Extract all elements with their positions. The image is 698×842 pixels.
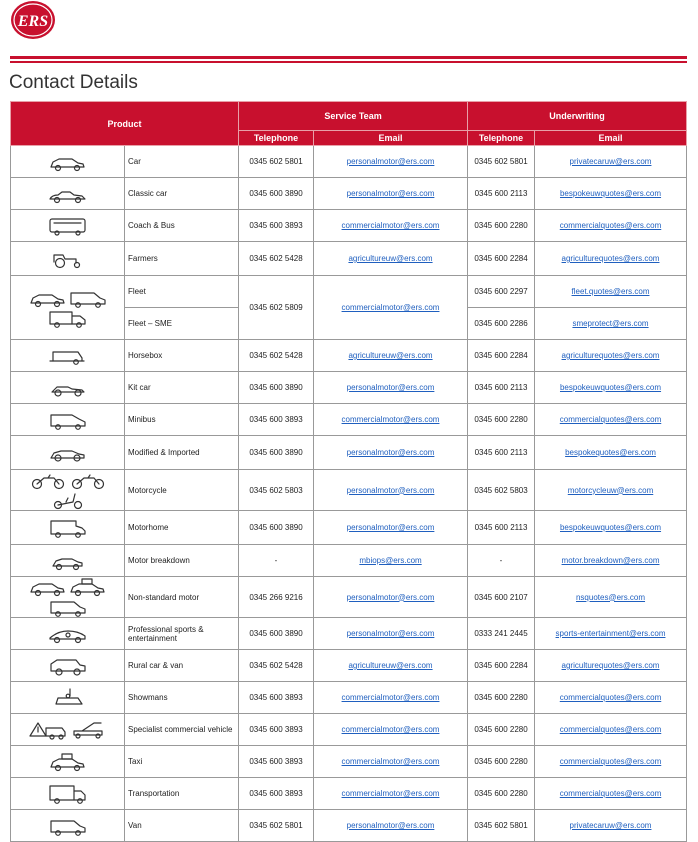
- product-icons: [11, 511, 125, 545]
- product-icons: [11, 146, 125, 178]
- underwriting-email-cell: [535, 618, 687, 650]
- service-email-cell: [314, 682, 468, 714]
- service-telephone: 0345 600 3890: [239, 372, 314, 404]
- header-underwriting-email: Email: [535, 131, 687, 146]
- service-email-link[interactable]: commercialmotor@ers.com: [341, 303, 440, 312]
- service-telephone: 0345 602 5428: [239, 340, 314, 372]
- underwriting-telephone: 0345 600 2286: [468, 308, 535, 340]
- ers-logo: [10, 0, 56, 40]
- underwriting-email-link[interactable]: agriculturequotes@ers.com: [561, 351, 660, 360]
- service-email-cell: [314, 470, 468, 511]
- service-email-link[interactable]: personalmotor@ers.com: [346, 383, 435, 392]
- product-icons: [11, 545, 125, 577]
- underwriting-email-link[interactable]: commercialquotes@ers.com: [559, 757, 662, 766]
- underwriting-telephone: 0345 600 2113: [468, 511, 535, 545]
- header-service-email: Email: [314, 131, 468, 146]
- service-email-link[interactable]: agricultureuw@ers.com: [348, 661, 433, 670]
- product-icons: [11, 746, 125, 778]
- table-row: [11, 778, 687, 810]
- underwriting-email-cell: [535, 577, 687, 618]
- underwriting-email-cell: [535, 714, 687, 746]
- underwriting-telephone: 0345 600 2284: [468, 340, 535, 372]
- table-row: [11, 746, 687, 778]
- service-telephone: 0345 600 3890: [239, 511, 314, 545]
- service-email-link[interactable]: commercialmotor@ers.com: [341, 415, 440, 424]
- service-email-cell: [314, 545, 468, 577]
- product-name: Kit car: [125, 372, 239, 404]
- product-icons: [11, 618, 125, 650]
- service-email-link[interactable]: commercialmotor@ers.com: [341, 693, 440, 702]
- table-row: [11, 618, 687, 650]
- underwriting-email-link[interactable]: fleet.quotes@ers.com: [571, 287, 650, 296]
- service-telephone: 0345 600 3890: [239, 178, 314, 210]
- underwriting-email-link[interactable]: sports-entertainment@ers.com: [555, 629, 666, 638]
- service-email-link[interactable]: commercialmotor@ers.com: [341, 789, 440, 798]
- underwriting-email-link[interactable]: privatecaruw@ers.com: [569, 157, 652, 166]
- breakdown-car-icon: [48, 551, 88, 571]
- underwriting-email-cell: [535, 404, 687, 436]
- service-telephone: 0345 602 5809: [239, 276, 314, 340]
- service-email-cell: [314, 242, 468, 276]
- product-icons: [11, 210, 125, 242]
- underwriting-email-link[interactable]: smeprotect@ers.com: [572, 319, 649, 328]
- product-icons: [11, 714, 125, 746]
- taxi-icon: [68, 577, 108, 597]
- underwriting-email-link[interactable]: bespokequotes@ers.com: [565, 448, 656, 457]
- product-icons: [11, 650, 125, 682]
- underwriting-email-link[interactable]: commercialquotes@ers.com: [559, 415, 662, 424]
- service-email-link[interactable]: personalmotor@ers.com: [346, 821, 435, 830]
- motorhome-icon: [48, 518, 88, 538]
- service-telephone: 0345 600 3893: [239, 714, 314, 746]
- underwriting-email-cell: [535, 146, 687, 178]
- dodgem-icon: [48, 688, 88, 708]
- service-email-link[interactable]: commercialmotor@ers.com: [341, 221, 440, 230]
- service-telephone: 0345 602 5428: [239, 650, 314, 682]
- service-telephone: 0345 266 9216: [239, 577, 314, 618]
- underwriting-email-link[interactable]: nsquotes@ers.com: [575, 592, 646, 602]
- service-email-cell: [314, 746, 468, 778]
- underwriting-telephone: 0345 602 5801: [468, 146, 535, 178]
- service-email-link[interactable]: personalmotor@ers.com: [346, 523, 435, 532]
- table-row: [11, 682, 687, 714]
- underwriting-email-cell: [535, 210, 687, 242]
- product-name: Fleet – SME: [125, 308, 239, 340]
- service-email-cell: [314, 276, 468, 340]
- product-name: Transportation: [125, 778, 239, 810]
- horsebox-icon: [48, 346, 88, 366]
- table-row: [11, 545, 687, 577]
- product-name: Modified & Imported: [125, 436, 239, 470]
- service-email-link[interactable]: agricultureuw@ers.com: [348, 351, 433, 360]
- underwriting-telephone: 0345 600 2280: [468, 404, 535, 436]
- minibus-icon: [48, 410, 88, 430]
- service-email-link[interactable]: personalmotor@ers.com: [346, 485, 435, 495]
- underwriting-telephone: 0345 602 5803: [468, 470, 535, 511]
- product-icons: [11, 577, 125, 618]
- underwriting-telephone: 0345 600 2280: [468, 682, 535, 714]
- underwriting-email-link[interactable]: commercialquotes@ers.com: [559, 789, 662, 798]
- underwriting-email-cell: [535, 511, 687, 545]
- product-name: Motor breakdown: [125, 545, 239, 577]
- underwriting-email-cell: [535, 372, 687, 404]
- product-icons: [11, 340, 125, 372]
- van-icon: [48, 816, 88, 836]
- taxi-icon: [48, 752, 88, 772]
- table-row: [11, 372, 687, 404]
- underwriting-email-link[interactable]: commercialquotes@ers.com: [559, 725, 662, 734]
- header-rule-top: [10, 56, 687, 59]
- scooter-icon: [48, 490, 88, 510]
- underwriting-telephone: 0345 600 2284: [468, 242, 535, 276]
- underwriting-email-link[interactable]: commercialquotes@ers.com: [559, 693, 662, 702]
- table-row: [11, 146, 687, 178]
- recovery-truck-icon: [28, 720, 68, 740]
- service-telephone: 0345 600 3893: [239, 404, 314, 436]
- van-icon: [48, 597, 88, 617]
- bus-icon: [48, 216, 88, 236]
- underwriting-email-link[interactable]: privatecaruw@ers.com: [569, 821, 652, 830]
- table-row: [11, 470, 687, 511]
- cherry-picker-icon: [68, 720, 108, 740]
- product-icons: [11, 178, 125, 210]
- truck-icon: [48, 308, 88, 328]
- header-product: Product: [11, 102, 239, 146]
- service-telephone: 0345 600 3893: [239, 210, 314, 242]
- table-row: [11, 650, 687, 682]
- underwriting-telephone: 0345 602 5801: [468, 810, 535, 842]
- service-email-cell: [314, 778, 468, 810]
- service-email-cell: [314, 511, 468, 545]
- product-name: Showmans: [125, 682, 239, 714]
- kit-car-icon: [48, 378, 88, 398]
- underwriting-email-cell: [535, 650, 687, 682]
- service-email-link[interactable]: commercialmotor@ers.com: [341, 757, 440, 766]
- service-email-cell: [314, 210, 468, 242]
- table-row: [11, 210, 687, 242]
- service-telephone: 0345 602 5801: [239, 810, 314, 842]
- service-telephone: 0345 600 3893: [239, 682, 314, 714]
- service-telephone: 0345 602 5801: [239, 146, 314, 178]
- product-name: Rural car & van: [125, 650, 239, 682]
- table-row: [11, 276, 687, 308]
- product-name: Motorhome: [125, 511, 239, 545]
- table-row: [11, 810, 687, 842]
- underwriting-email-link[interactable]: agriculturequotes@ers.com: [561, 661, 660, 670]
- service-email-cell: [314, 650, 468, 682]
- underwriting-email-link[interactable]: bespokeuwquotes@ers.com: [559, 383, 662, 392]
- table-row: [11, 577, 687, 618]
- contact-table: [10, 101, 687, 842]
- motorcycle-icon: [68, 470, 108, 490]
- product-icons: [11, 810, 125, 842]
- product-icons: [11, 470, 125, 511]
- service-telephone: 0345 602 5428: [239, 242, 314, 276]
- modified-car-icon: [48, 443, 88, 463]
- lorry-icon: [48, 784, 88, 804]
- service-email-cell: [314, 810, 468, 842]
- table-row: [11, 340, 687, 372]
- product-name: Motorcycle: [125, 470, 239, 511]
- service-email-cell: [314, 178, 468, 210]
- table-row: [11, 436, 687, 470]
- classic-car-icon: [48, 184, 88, 204]
- 4x4-icon: [48, 656, 88, 676]
- underwriting-email-cell: [535, 308, 687, 340]
- underwriting-email-cell: [535, 178, 687, 210]
- header-underwriting: Underwriting: [468, 102, 687, 131]
- underwriting-email-link[interactable]: motor.breakdown@ers.com: [561, 556, 660, 565]
- tractor-icon: [48, 249, 88, 269]
- service-email-link[interactable]: personalmotor@ers.com: [346, 189, 435, 198]
- product-name: Fleet: [125, 276, 239, 308]
- service-email-cell: [314, 714, 468, 746]
- underwriting-email-link[interactable]: bespokeuwquotes@ers.com: [559, 189, 662, 198]
- service-email-link[interactable]: commercialmotor@ers.com: [341, 725, 440, 734]
- underwriting-email-cell: [535, 746, 687, 778]
- table-row: [11, 511, 687, 545]
- product-icons: [11, 404, 125, 436]
- underwriting-telephone: 0345 600 2280: [468, 746, 535, 778]
- product-name: Farmers: [125, 242, 239, 276]
- car-icon: [28, 288, 68, 308]
- underwriting-telephone: 0345 600 2280: [468, 714, 535, 746]
- underwriting-email-link[interactable]: commercialquotes@ers.com: [559, 221, 662, 230]
- page-title: Contact Details: [9, 72, 138, 93]
- underwriting-email-cell: [535, 276, 687, 308]
- table-row: [11, 242, 687, 276]
- underwriting-telephone: 0345 600 2107: [468, 577, 535, 618]
- product-icons: [11, 436, 125, 470]
- product-icons: [11, 682, 125, 714]
- underwriting-telephone: 0345 600 2113: [468, 436, 535, 470]
- service-email-cell: [314, 436, 468, 470]
- table-row: [11, 404, 687, 436]
- underwriting-email-cell: [535, 340, 687, 372]
- product-name: Horsebox: [125, 340, 239, 372]
- header-service-telephone: Telephone: [239, 131, 314, 146]
- service-email-link[interactable]: agricultureuw@ers.com: [348, 254, 433, 263]
- product-name: Professional sports & entertainment: [125, 618, 239, 650]
- car-icon: [48, 152, 88, 172]
- product-icons: [11, 242, 125, 276]
- product-icons: [11, 778, 125, 810]
- underwriting-email-cell: [535, 470, 687, 511]
- motorcycle-icon: [28, 470, 68, 490]
- service-telephone: -: [239, 545, 314, 577]
- underwriting-email-link[interactable]: bespokeuwquotes@ers.com: [559, 523, 662, 532]
- underwriting-email-link[interactable]: agriculturequotes@ers.com: [561, 254, 660, 263]
- van-icon: [68, 288, 108, 308]
- service-email-cell: [314, 618, 468, 650]
- product-name: Van: [125, 810, 239, 842]
- underwriting-telephone: 0345 600 2280: [468, 210, 535, 242]
- header-underwriting-telephone: Telephone: [468, 131, 535, 146]
- product-name: Specialist commercial vehicle: [125, 714, 239, 746]
- underwriting-telephone: 0333 241 2445: [468, 618, 535, 650]
- svg-text:ERS: ERS: [17, 13, 49, 30]
- product-icons: [11, 276, 125, 340]
- car-icon: [28, 577, 68, 597]
- product-icons: [11, 372, 125, 404]
- underwriting-email-cell: [535, 545, 687, 577]
- service-email-link[interactable]: personalmotor@ers.com: [346, 592, 435, 602]
- product-name: Coach & Bus: [125, 210, 239, 242]
- service-email-link[interactable]: personalmotor@ers.com: [346, 629, 435, 638]
- underwriting-telephone: 0345 600 2297: [468, 276, 535, 308]
- underwriting-telephone: 0345 600 2280: [468, 778, 535, 810]
- service-email-link[interactable]: personalmotor@ers.com: [346, 448, 435, 457]
- service-email-cell: [314, 372, 468, 404]
- underwriting-email-cell: [535, 242, 687, 276]
- underwriting-telephone: 0345 600 2113: [468, 372, 535, 404]
- service-email-cell: [314, 404, 468, 436]
- service-telephone: 0345 600 3890: [239, 618, 314, 650]
- header-service-team: Service Team: [239, 102, 468, 131]
- service-email-cell: [314, 340, 468, 372]
- service-telephone: 0345 602 5803: [239, 470, 314, 511]
- service-email-cell: [314, 146, 468, 178]
- underwriting-email-link[interactable]: motorcycleuw@ers.com: [567, 485, 654, 495]
- service-email-link[interactable]: personalmotor@ers.com: [346, 157, 435, 166]
- underwriting-email-cell: [535, 682, 687, 714]
- table-row: [11, 714, 687, 746]
- service-telephone: 0345 600 3893: [239, 746, 314, 778]
- product-name: Car: [125, 146, 239, 178]
- underwriting-telephone: -: [468, 545, 535, 577]
- service-email-cell: [314, 577, 468, 618]
- underwriting-email-cell: [535, 810, 687, 842]
- product-name: Taxi: [125, 746, 239, 778]
- table-row: [11, 178, 687, 210]
- product-name: Minibus: [125, 404, 239, 436]
- product-name: Classic car: [125, 178, 239, 210]
- sports-car-icon: [48, 624, 88, 644]
- service-email-link[interactable]: mbiops@ers.com: [359, 556, 422, 565]
- product-name: Non-standard motor: [125, 577, 239, 618]
- underwriting-email-cell: [535, 778, 687, 810]
- service-telephone: 0345 600 3893: [239, 778, 314, 810]
- underwriting-telephone: 0345 600 2113: [468, 178, 535, 210]
- underwriting-telephone: 0345 600 2284: [468, 650, 535, 682]
- underwriting-email-cell: [535, 436, 687, 470]
- header-rule-bottom: [10, 61, 687, 63]
- service-telephone: 0345 600 3890: [239, 436, 314, 470]
